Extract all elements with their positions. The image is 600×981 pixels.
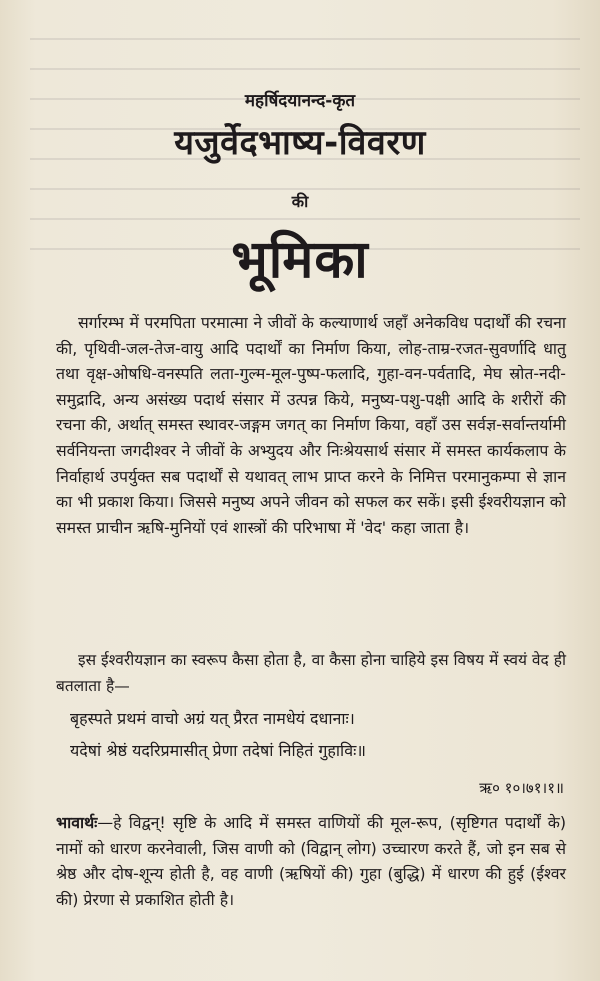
bhavartha-text: —हे विद्वन्! सृष्टि के आदि में समस्त वाणियों की मूल-रूप, (सृष्टिगत पदार्थों के) नामों को धारण करनेवाली, जिस वाणी को (विद्वान् लोग) उच्चारण करते हैं, जो इन सब से श्रेष्ठ और दोष-शून्य होती है, वह वाणी (ऋषियों की) गुहा (बुद्धि) में धारण की हुई (ईश्वर की) प्रेरणा से प्रकाशित होती है। xyxy=(56,813,566,909)
section-heading: भूमिका xyxy=(231,230,369,290)
author-line: महर्षिदयानन्द-कृत xyxy=(244,91,356,111)
connector-word: की xyxy=(291,192,309,211)
verse-line-1: बृहस्पते प्रथमं वाचो अग्रं यत् प्रैरत नामधेयं दधानाः। xyxy=(70,709,355,728)
paragraph-bhavartha xyxy=(56,810,566,912)
paragraph-intro: सर्गारम्भ में परमपिता परमात्मा ने जीवों के कल्याणार्थ जहाँ अनेकविध पदार्थों की रचना की, पृथिवी-जल-तेज-वायु आदि पदार्थों का निर्माण किया, लोह-ताम्र-रजत-सुवर्णादि धातु तथा वृक्ष-ओषधि-वनस्पति लता-गुल्म-मूल-पुष्प-फलादि, गुहा-वन-पर्वतादि, मेघ स्रोत-नदी-समुद्रादि, अन्य असंख्य पदार्थ संसार में उत्पन्न किये, मनुष्य-पशु-पक्षी आदि के शरीरों की रचना की, अर्थात् समस्त स्थावर-जङ्गम जगत् का निर्माण किया, वहाँ उस सर्वज्ञ-सर्वान्तर्यामी सर्वनियन्ता जगदीश्वर ने जीवों के अभ्युदय और निःश्रेयसार्थ संसार में समस्त कार्यकलाप के निर्वाहार्थ उपर्युक्त सब पदार्थों से यथावत् लाभ प्राप्त करने के निमित्त परमानुकम्पा से ज्ञान का भी प्रकाश किया। जिससे मनुष्य अपने जीवन को सफल कर सकें। इसी ईश्वरीयज्ञान को समस्त प्राचीन ऋषि-मुनियों एवं शास्त्रों की परिभाषा में 'वेद' कहा जाता है। xyxy=(56,313,566,537)
book-title: यजुर्वेदभाष्य-विवरण xyxy=(174,123,426,163)
verse-line-2: यदेषां श्रेष्ठं यदरिप्रमासीत् प्रेणा तदेषां निहितं गुहाविः॥ xyxy=(70,741,366,760)
bhavartha-label: भावार्थः xyxy=(56,813,98,832)
verse-reference: ऋ० १०।७१।१॥ xyxy=(479,779,564,797)
paragraph-question: इस ईश्वरीयज्ञान का स्वरूप कैसा होता है, वा कैसा होना चाहिये इस विषय में स्वयं वेद ही बतलाता है— xyxy=(56,651,566,695)
